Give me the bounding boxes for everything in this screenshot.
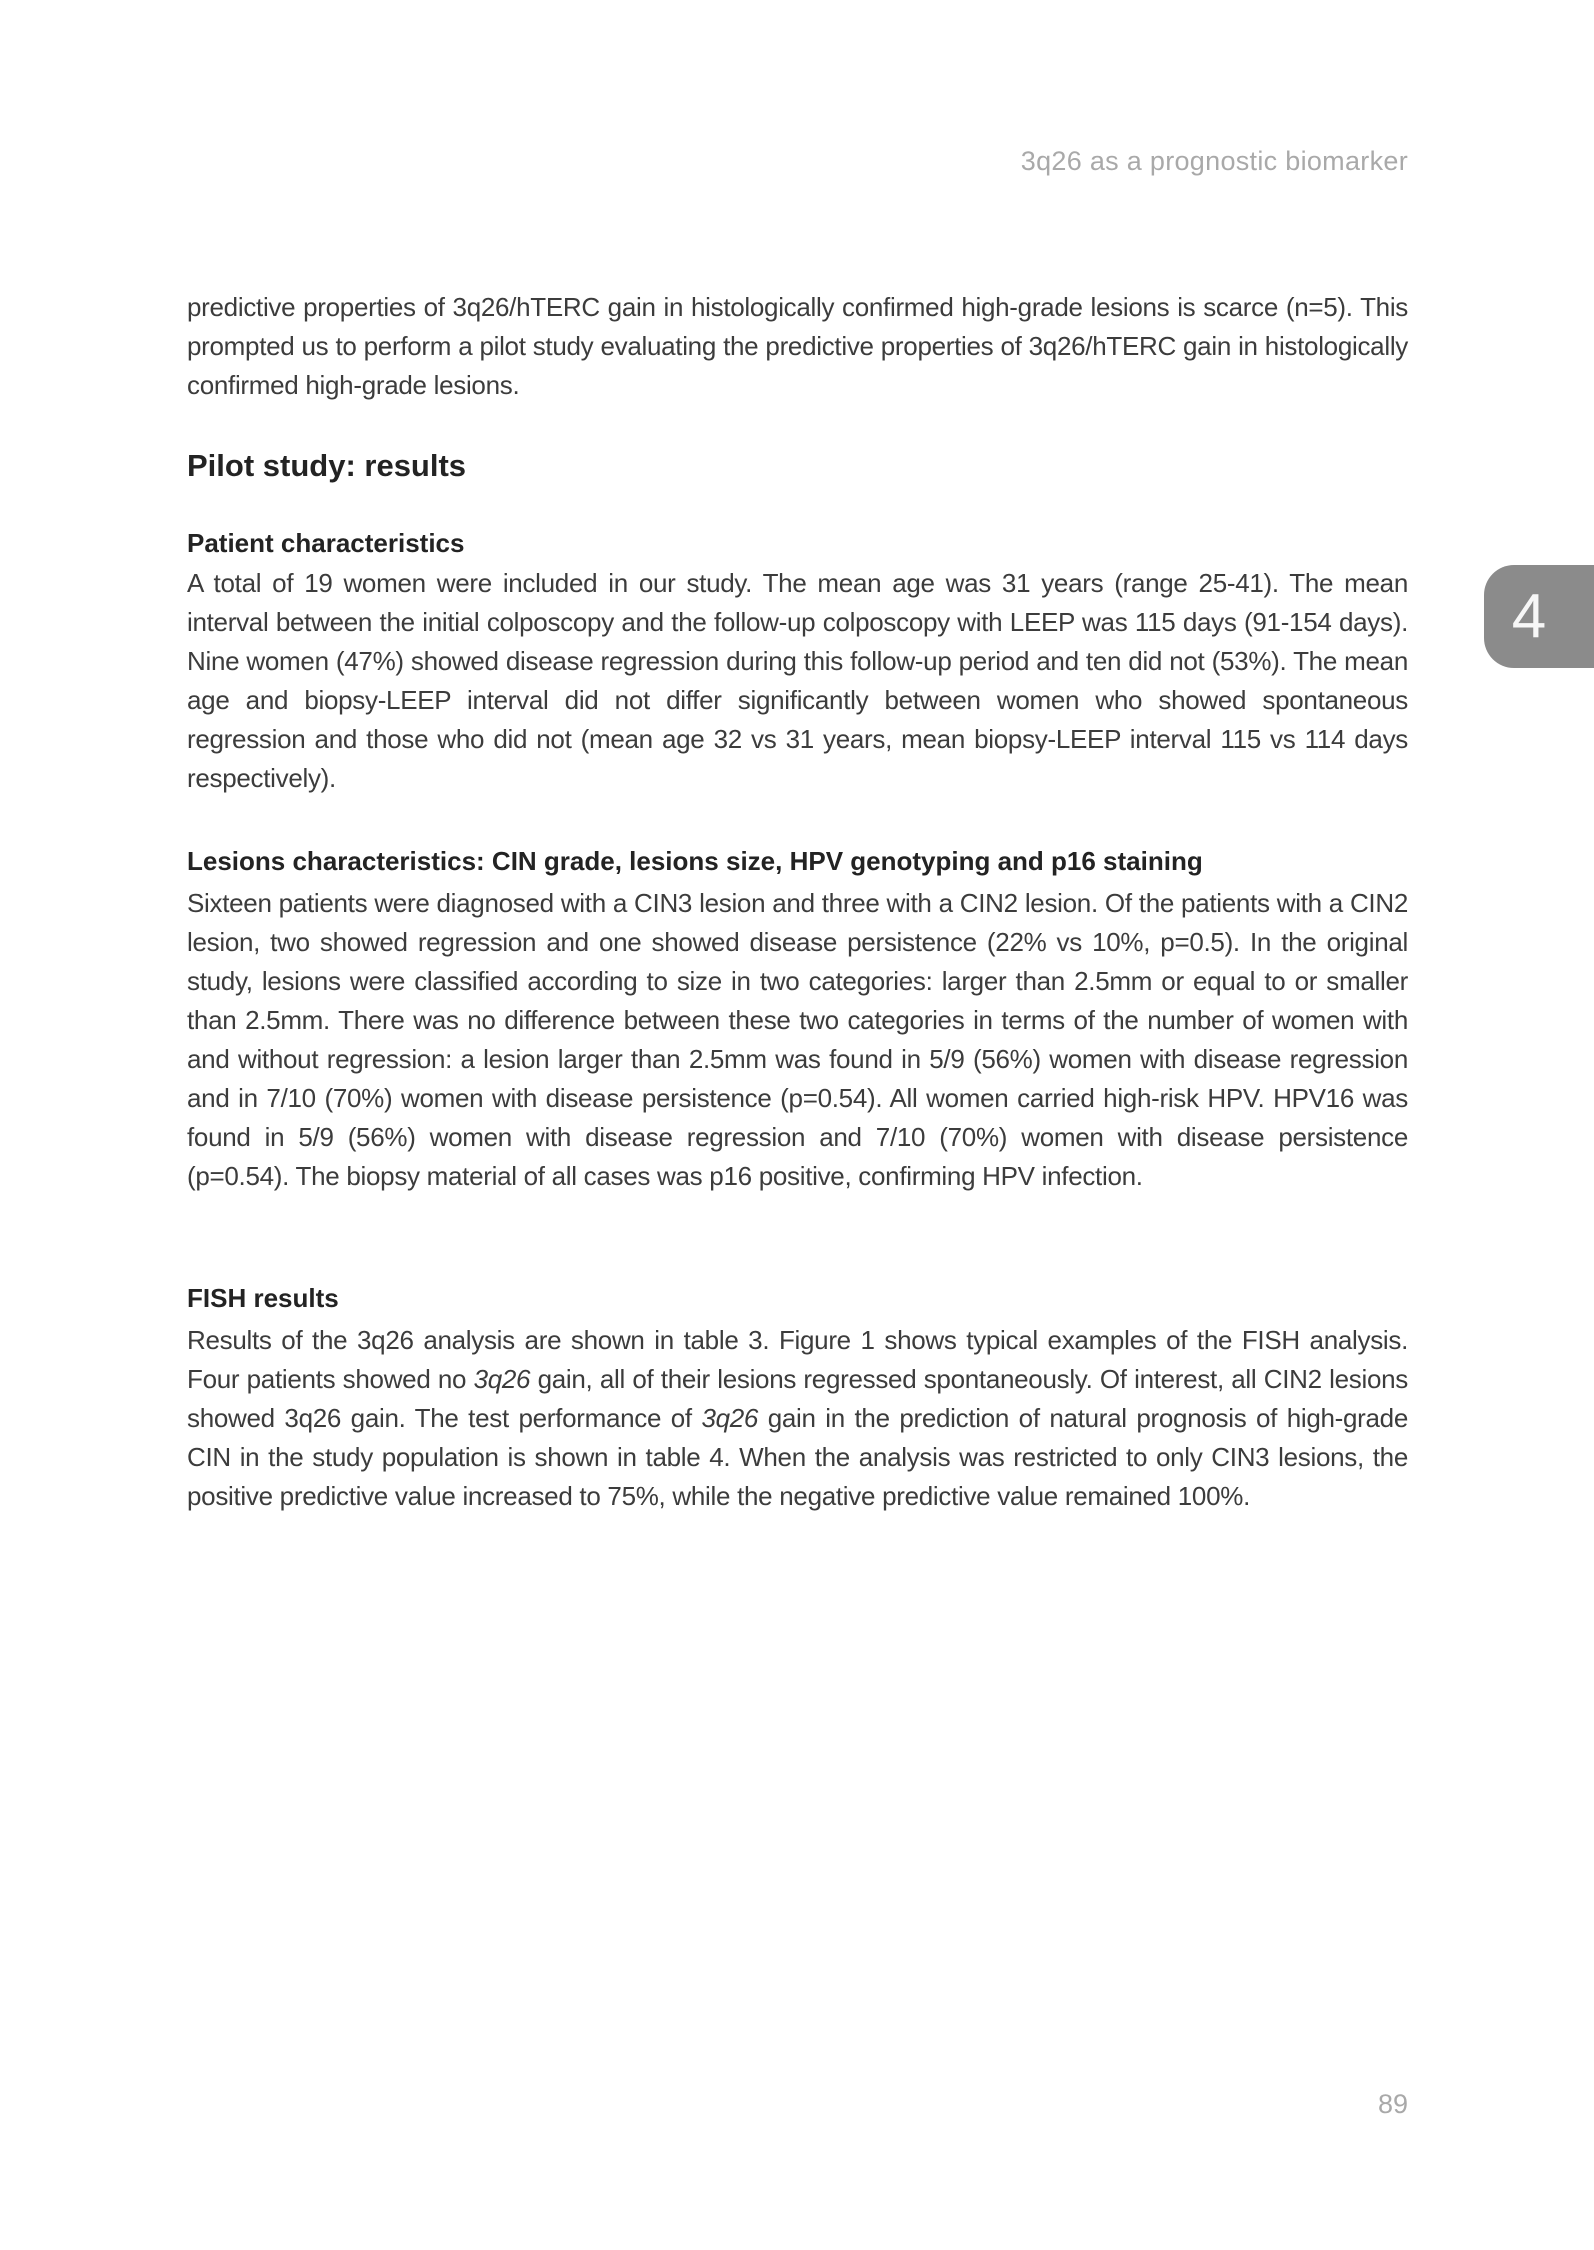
chapter-number: 4 — [1511, 581, 1547, 651]
section-heading-pilot-study: Pilot study: results — [187, 448, 467, 483]
page-number: 89 — [1377, 2089, 1408, 2119]
subheading-patient-characteristics: Patient characteristics — [187, 528, 465, 558]
subheading-fish-results: FISH results — [187, 1283, 339, 1313]
lesions-characteristics-paragraph: Sixteen patients were diagnosed with a CIN3 lesion and three with a CIN2 lesion. Of the patients with a CIN2 lesion, two showed regression and one showed disease persistence (22% vs 10%, p=0.5). In the original study, lesions were classified according to size in two categories: larger than 2.5mm or equal to or smaller than 2.5mm. There was no difference between these two categories in terms of the number of women with and without regression: a lesion larger than 2.5mm was found in 5/9 (56%) women with disease regression and in 7/10 (70%) women with disease persistence (p=0.54). All women carried high-risk HPV. HPV16 was found in 5/9 (56%) women with disease regression and 7/10 (70%) women with disease persistence (p=0.54). The biopsy material of all cases was p16 positive, confirming HPV infection. — [187, 888, 1408, 1191]
fish-results-paragraph: Results of the 3q26 analysis are shown in table 3. Figure 1 shows typical examples of the FISH analysis. Four patients showed no 3q26 gain, all of their lesions regressed spontaneously. Of interest, all CIN2 lesions showed 3q26 gain. The test performance of 3q26 gain in the prediction of natural prognosis of high-grade CIN in the study population is shown in table 4. When the analysis was restricted to only CIN3 lesions, the positive predictive value increased to 75%, while the negative predictive value remained 100%. — [187, 1325, 1409, 1511]
running-header: 3q26 as a prognostic biomarker — [1020, 146, 1408, 176]
patient-characteristics-paragraph: A total of 19 women were included in our study. The mean age was 31 years (range 25-41). The mean interval between the initial colposcopy and the follow-up colposcopy with LEEP was 115 days (91-154 days). Nine women (47%) showed disease regression during this follow-up period and ten did not (53%). The mean age and biopsy-LEEP interval did not differ significantly between women who showed spontaneous regression and those who did not (mean age 32 vs 31 years, mean biopsy-LEEP interval 115 vs 114 days respectively). — [187, 568, 1408, 793]
intro-paragraph: predictive properties of 3q26/hTERC gain in histologically confirmed high-grade lesions is scarce (n=5). This prompted us to perform a pilot study evaluating the predictive properties of 3q26/hTERC gain in histologically confirmed high-grade lesions. — [187, 292, 1408, 400]
subheading-lesions-characteristics: Lesions characteristics: CIN grade, lesions size, HPV genotyping and p16 staining — [187, 846, 1203, 876]
chapter-tab — [1484, 565, 1594, 668]
